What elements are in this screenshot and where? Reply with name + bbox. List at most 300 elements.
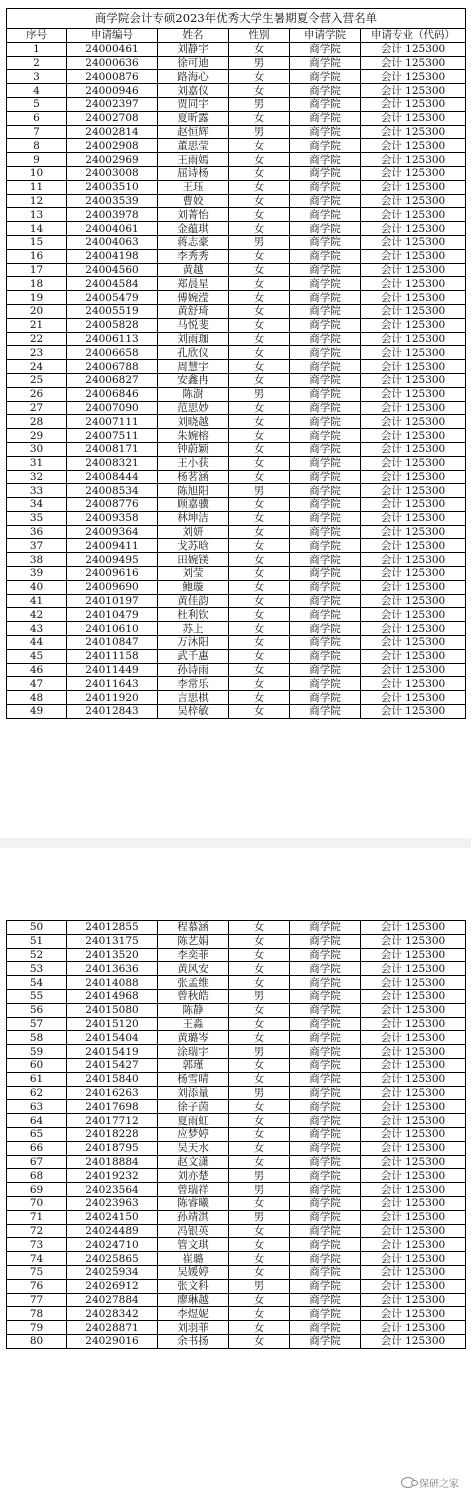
table-cell: 女 — [229, 346, 290, 360]
table-cell: 会计 125300 — [361, 153, 466, 167]
table-cell: 张孟维 — [158, 976, 229, 990]
table-cell: 会计 125300 — [361, 553, 466, 567]
table-cell: 顾嘉骥 — [158, 498, 229, 512]
table-cell: 会计 125300 — [361, 594, 466, 608]
table-row — [7, 1252, 466, 1266]
table-cell: 24025934 — [67, 1265, 158, 1279]
table-cell: 商学院 — [290, 1307, 361, 1321]
table-cell: 女 — [229, 948, 290, 962]
table-cell: 王珏 — [158, 180, 229, 194]
table-row — [7, 1003, 466, 1017]
table-cell: 会计 125300 — [361, 976, 466, 990]
table-cell: 赵恒辉 — [158, 125, 229, 139]
table-cell: 会计 125300 — [361, 139, 466, 153]
table-cell: 李秀秀 — [158, 249, 229, 263]
table-cell: 24006788 — [67, 360, 158, 374]
table-cell: 商学院 — [290, 153, 361, 167]
table-cell: 商学院 — [290, 1321, 361, 1335]
wechat-icon — [401, 1477, 415, 1488]
table-cell: 商学院 — [290, 97, 361, 111]
table-cell: 24 — [7, 360, 67, 374]
table-row — [7, 304, 466, 318]
table-cell: 39 — [7, 567, 67, 581]
table-cell: 会计 125300 — [361, 84, 466, 98]
table-cell: 女 — [229, 511, 290, 525]
table-cell: 2 — [7, 56, 67, 70]
table-row — [7, 456, 466, 470]
table-cell: 言思棋 — [158, 691, 229, 705]
table-cell: 15 — [7, 235, 67, 249]
table-cell: 24009616 — [67, 567, 158, 581]
table-cell: 33 — [7, 484, 67, 498]
table-cell: 男 — [229, 1169, 290, 1183]
table-cell: 13 — [7, 208, 67, 222]
table-cell: 24011158 — [67, 649, 158, 663]
table-cell: 24015840 — [67, 1072, 158, 1086]
table-cell: 女 — [229, 1155, 290, 1169]
table-cell: 会计 125300 — [361, 263, 466, 277]
table-cell: 会计 125300 — [361, 1196, 466, 1210]
table-row — [7, 989, 466, 1003]
table-row — [7, 125, 466, 139]
table-cell: 7 — [7, 125, 67, 139]
table-cell: 会计 125300 — [361, 401, 466, 415]
table-cell: 63 — [7, 1100, 67, 1114]
table-cell: 苏上 — [158, 622, 229, 636]
table-cell: 商学院 — [290, 1072, 361, 1086]
table-cell: 孔欣仪 — [158, 346, 229, 360]
table-cell: 76 — [7, 1279, 67, 1293]
table-cell: 商学院 — [290, 1141, 361, 1155]
table-row — [7, 567, 466, 581]
table-cell: 24016263 — [67, 1086, 158, 1100]
table-cell: 43 — [7, 622, 67, 636]
table-cell: 女 — [229, 415, 290, 429]
table-row — [7, 249, 466, 263]
table-cell: 商学院 — [290, 139, 361, 153]
table-cell: 75 — [7, 1265, 67, 1279]
table-cell: 24017712 — [67, 1114, 158, 1128]
table-row — [7, 373, 466, 387]
table-cell: 24026912 — [67, 1279, 158, 1293]
table-cell: 女 — [229, 525, 290, 539]
table-cell: 男 — [229, 97, 290, 111]
table-cell: 商学院 — [290, 989, 361, 1003]
table-cell: 商学院 — [290, 705, 361, 719]
table-cell: 56 — [7, 1003, 67, 1017]
table-cell: 程慕涵 — [158, 921, 229, 935]
table-row — [7, 1155, 466, 1169]
table-cell: 会计 125300 — [361, 580, 466, 594]
table-cell: 商学院 — [290, 401, 361, 415]
table-cell: 24010479 — [67, 608, 158, 622]
table-cell: 商学院 — [290, 663, 361, 677]
table-cell: 李常乐 — [158, 677, 229, 691]
table-cell: 女 — [229, 360, 290, 374]
table-cell: 商学院 — [290, 636, 361, 650]
table-cell: 商学院 — [290, 934, 361, 948]
table-cell: 黄风安 — [158, 962, 229, 976]
table-cell: 3 — [7, 70, 67, 84]
table-cell: 24007111 — [67, 415, 158, 429]
table-cell: 徐子茵 — [158, 1100, 229, 1114]
column-header: 申请学院 — [290, 29, 361, 43]
table-cell: 男 — [229, 125, 290, 139]
table-cell: 24006658 — [67, 346, 158, 360]
table-cell: 刘莹 — [158, 567, 229, 581]
table-cell: 会计 125300 — [361, 1072, 466, 1086]
table-cell: 商学院 — [290, 1100, 361, 1114]
table-cell: 会计 125300 — [361, 1017, 466, 1031]
table-cell: 会计 125300 — [361, 989, 466, 1003]
table-row — [7, 1265, 466, 1279]
table-cell: 李奕菲 — [158, 948, 229, 962]
table-cell: 女 — [229, 1031, 290, 1045]
table-cell: 会计 125300 — [361, 360, 466, 374]
table-cell: 女 — [229, 401, 290, 415]
table-cell: 会计 125300 — [361, 387, 466, 401]
table-cell: 商学院 — [290, 194, 361, 208]
table-cell: 77 — [7, 1293, 67, 1307]
table-cell: 商学院 — [290, 1210, 361, 1224]
table-row — [7, 677, 466, 691]
table-cell: 24003539 — [67, 194, 158, 208]
table-row — [7, 1127, 466, 1141]
table-cell: 24002708 — [67, 111, 158, 125]
table-cell: 会计 125300 — [361, 567, 466, 581]
table-cell: 24028871 — [67, 1321, 158, 1335]
table-cell: 女 — [229, 691, 290, 705]
table-cell: 24000946 — [67, 84, 158, 98]
table-cell: 32 — [7, 470, 67, 484]
document-title: 商学院会计专硕2023年优秀大学生暑期夏令营入营名单 — [7, 9, 466, 29]
table-cell: 女 — [229, 1334, 290, 1348]
column-header: 申请编号 — [67, 29, 158, 43]
table-row — [7, 484, 466, 498]
table-cell: 会计 125300 — [361, 277, 466, 291]
table-cell: 会计 125300 — [361, 1031, 466, 1045]
table-row — [7, 180, 466, 194]
table-cell: 管文琪 — [158, 1238, 229, 1252]
table-cell: 会计 125300 — [361, 235, 466, 249]
table-cell: 李煜妮 — [158, 1307, 229, 1321]
table-cell: 62 — [7, 1086, 67, 1100]
table-cell: 商学院 — [290, 1238, 361, 1252]
column-header: 性别 — [229, 29, 290, 43]
table-cell: 商学院 — [290, 594, 361, 608]
table-cell: 24002908 — [67, 139, 158, 153]
table-cell: 24013636 — [67, 962, 158, 976]
table-row — [7, 1183, 466, 1197]
table-cell: 陈旭阳 — [158, 484, 229, 498]
table-cell: 会计 125300 — [361, 1045, 466, 1059]
table-cell: 23 — [7, 346, 67, 360]
table-cell: 男 — [229, 989, 290, 1003]
table-cell: 24027884 — [67, 1293, 158, 1307]
table-row — [7, 1086, 466, 1100]
table-cell: 22 — [7, 332, 67, 346]
table-row — [7, 1279, 466, 1293]
table-cell: 48 — [7, 691, 67, 705]
table-cell: 会计 125300 — [361, 111, 466, 125]
table-cell: 女 — [229, 194, 290, 208]
table-cell: 53 — [7, 962, 67, 976]
table-cell: 24008534 — [67, 484, 158, 498]
table-cell: 24025865 — [67, 1252, 158, 1266]
table-row — [7, 97, 466, 111]
table-cell: 男 — [229, 1045, 290, 1059]
table-cell: 男 — [229, 235, 290, 249]
table-cell: 24003008 — [67, 166, 158, 180]
table-cell: 商学院 — [290, 1058, 361, 1072]
table-cell: 杨茗涵 — [158, 470, 229, 484]
table-cell: 49 — [7, 705, 67, 719]
table-cell: 商学院 — [290, 1334, 361, 1348]
table-cell: 曾瑞祥 — [158, 1183, 229, 1197]
table-cell: 女 — [229, 934, 290, 948]
table-row — [7, 442, 466, 456]
table-cell: 会计 125300 — [361, 1224, 466, 1238]
table-row — [7, 1072, 466, 1086]
table-cell: 女 — [229, 429, 290, 443]
table-cell: 女 — [229, 84, 290, 98]
table-cell: 女 — [229, 976, 290, 990]
table-row — [7, 360, 466, 374]
table-row — [7, 1141, 466, 1155]
table-cell: 商学院 — [290, 921, 361, 935]
table-cell: 会计 125300 — [361, 948, 466, 962]
table-cell: 会计 125300 — [361, 1114, 466, 1128]
table-cell: 商学院 — [290, 511, 361, 525]
table-cell: 会计 125300 — [361, 1086, 466, 1100]
roster-table-1 — [6, 8, 466, 719]
table-cell: 24005519 — [67, 304, 158, 318]
table-cell: 24004560 — [67, 263, 158, 277]
table-cell: 商学院 — [290, 567, 361, 581]
table-cell: 商学院 — [290, 498, 361, 512]
table-cell: 女 — [229, 373, 290, 387]
table-cell: 女 — [229, 1141, 290, 1155]
table-row — [7, 1334, 466, 1348]
table-cell: 71 — [7, 1210, 67, 1224]
table-cell: 79 — [7, 1321, 67, 1335]
table-cell: 冯银英 — [158, 1224, 229, 1238]
table-cell: 女 — [229, 470, 290, 484]
table-cell: 金蕴琪 — [158, 222, 229, 236]
table-cell: 陈艺娟 — [158, 934, 229, 948]
table-cell: 商学院 — [290, 166, 361, 180]
table-cell: 61 — [7, 1072, 67, 1086]
table-cell: 24023564 — [67, 1183, 158, 1197]
table-cell: 51 — [7, 934, 67, 948]
table-cell: 会计 125300 — [361, 1058, 466, 1072]
table-cell: 商学院 — [290, 415, 361, 429]
table-cell: 66 — [7, 1141, 67, 1155]
table-cell: 女 — [229, 1100, 290, 1114]
table-cell: 会计 125300 — [361, 70, 466, 84]
table-cell: 24004061 — [67, 222, 158, 236]
table-row — [7, 429, 466, 443]
table-cell: 商学院 — [290, 263, 361, 277]
table-cell: 会计 125300 — [361, 1252, 466, 1266]
table-cell: 商学院 — [290, 373, 361, 387]
table-cell: 女 — [229, 318, 290, 332]
table-cell: 吴媛婷 — [158, 1265, 229, 1279]
table-cell: 会计 125300 — [361, 56, 466, 70]
table-cell: 商学院 — [290, 553, 361, 567]
table-cell: 商学院 — [290, 208, 361, 222]
table-cell: 8 — [7, 139, 67, 153]
table-cell: 商学院 — [290, 677, 361, 691]
table-cell: 王淼 — [158, 1017, 229, 1031]
table-cell: 商学院 — [290, 70, 361, 84]
table-row — [7, 553, 466, 567]
table-cell: 24015427 — [67, 1058, 158, 1072]
table-cell: 会计 125300 — [361, 1100, 466, 1114]
table-cell: 女 — [229, 1224, 290, 1238]
table-cell: 50 — [7, 921, 67, 935]
table-cell: 24002969 — [67, 153, 158, 167]
table-cell: 24006846 — [67, 387, 158, 401]
table-cell: 24024710 — [67, 1238, 158, 1252]
table-cell: 会计 125300 — [361, 484, 466, 498]
table-cell: 商学院 — [290, 277, 361, 291]
table-cell: 刘亦楚 — [158, 1169, 229, 1183]
table-cell: 会计 125300 — [361, 304, 466, 318]
table-cell: 24018884 — [67, 1155, 158, 1169]
column-header: 姓名 — [158, 29, 229, 43]
table-cell: 赵文潇 — [158, 1155, 229, 1169]
table-row — [7, 1169, 466, 1183]
table-cell: 24003978 — [67, 208, 158, 222]
table-cell: 商学院 — [290, 291, 361, 305]
table-cell: 65 — [7, 1127, 67, 1141]
table-cell: 吴天水 — [158, 1141, 229, 1155]
table-row — [7, 84, 466, 98]
table-cell: 女 — [229, 1321, 290, 1335]
table-cell: 涂瑞宇 — [158, 1045, 229, 1059]
table-cell: 商学院 — [290, 442, 361, 456]
table-cell: 会计 125300 — [361, 332, 466, 346]
table-cell: 18 — [7, 277, 67, 291]
table-cell: 70 — [7, 1196, 67, 1210]
table-cell: 女 — [229, 208, 290, 222]
table-cell: 女 — [229, 1127, 290, 1141]
table-cell: 会计 125300 — [361, 691, 466, 705]
table-cell: 刘添量 — [158, 1086, 229, 1100]
page-separator — [0, 838, 471, 848]
table-cell: 31 — [7, 456, 67, 470]
table-cell: 商学院 — [290, 84, 361, 98]
table-row — [7, 1210, 466, 1224]
table-cell: 屈诗杨 — [158, 166, 229, 180]
table-cell: 会计 125300 — [361, 125, 466, 139]
table-cell: 商学院 — [290, 222, 361, 236]
table-cell: 商学院 — [290, 1003, 361, 1017]
table-cell: 会计 125300 — [361, 318, 466, 332]
table-cell: 女 — [229, 498, 290, 512]
table-row — [7, 56, 466, 70]
table-cell: 17 — [7, 263, 67, 277]
table-cell: 商学院 — [290, 1265, 361, 1279]
table-cell: 会计 125300 — [361, 194, 466, 208]
table-cell: 男 — [229, 56, 290, 70]
table-cell: 商学院 — [290, 1127, 361, 1141]
table-cell: 24014968 — [67, 989, 158, 1003]
table-row — [7, 208, 466, 222]
table-cell: 张文科 — [158, 1279, 229, 1293]
table-cell: 商学院 — [290, 580, 361, 594]
table-cell: 商学院 — [290, 1155, 361, 1169]
table-row — [7, 346, 466, 360]
table-cell: 黄璐岑 — [158, 1031, 229, 1045]
table-cell: 会计 125300 — [361, 429, 466, 443]
table-cell: 会计 125300 — [361, 622, 466, 636]
table-cell: 67 — [7, 1155, 67, 1169]
table-cell: 14 — [7, 222, 67, 236]
table-cell: 万沐阳 — [158, 636, 229, 650]
table-cell: 24002814 — [67, 125, 158, 139]
table-row — [7, 194, 466, 208]
table-cell: 商学院 — [290, 649, 361, 663]
table-cell: 男 — [229, 1183, 290, 1197]
table-cell: 女 — [229, 166, 290, 180]
table-cell: 商学院 — [290, 1031, 361, 1045]
table-cell: 商学院 — [290, 1279, 361, 1293]
table-cell: 商学院 — [290, 1252, 361, 1266]
table-cell: 女 — [229, 636, 290, 650]
table-cell: 24014088 — [67, 976, 158, 990]
table-cell: 应梦婷 — [158, 1127, 229, 1141]
table-cell: 曹姣 — [158, 194, 229, 208]
table-cell: 会计 125300 — [361, 222, 466, 236]
table-cell: 57 — [7, 1017, 67, 1031]
table-row — [7, 948, 466, 962]
table-row — [7, 594, 466, 608]
table-cell: 徐可迪 — [158, 56, 229, 70]
table-cell: 女 — [229, 553, 290, 567]
table-cell: 女 — [229, 291, 290, 305]
table-cell: 44 — [7, 636, 67, 650]
table-row — [7, 691, 466, 705]
table-cell: 24010610 — [67, 622, 158, 636]
watermark — [401, 1475, 459, 1490]
table-cell: 24018228 — [67, 1127, 158, 1141]
table-cell: 会计 125300 — [361, 1003, 466, 1017]
table-row — [7, 705, 466, 719]
table-cell: 商学院 — [290, 1224, 361, 1238]
table-cell: 37 — [7, 539, 67, 553]
table-cell: 蒋志豪 — [158, 235, 229, 249]
table-cell: 20 — [7, 304, 67, 318]
table-cell: 崔璐 — [158, 1252, 229, 1266]
table-cell: 女 — [229, 1058, 290, 1072]
table-cell: 24024489 — [67, 1224, 158, 1238]
table-cell: 24011920 — [67, 691, 158, 705]
table-cell: 朱婉榕 — [158, 429, 229, 443]
table-cell: 24013520 — [67, 948, 158, 962]
table-cell: 女 — [229, 42, 290, 56]
table-cell: 24024150 — [67, 1210, 158, 1224]
table-cell: 24005479 — [67, 291, 158, 305]
table-cell: 24010197 — [67, 594, 158, 608]
table-cell: 女 — [229, 663, 290, 677]
table-row — [7, 318, 466, 332]
table-row — [7, 415, 466, 429]
table-cell: 会计 125300 — [361, 649, 466, 663]
table-cell: 24008171 — [67, 442, 158, 456]
table-cell: 24008321 — [67, 456, 158, 470]
